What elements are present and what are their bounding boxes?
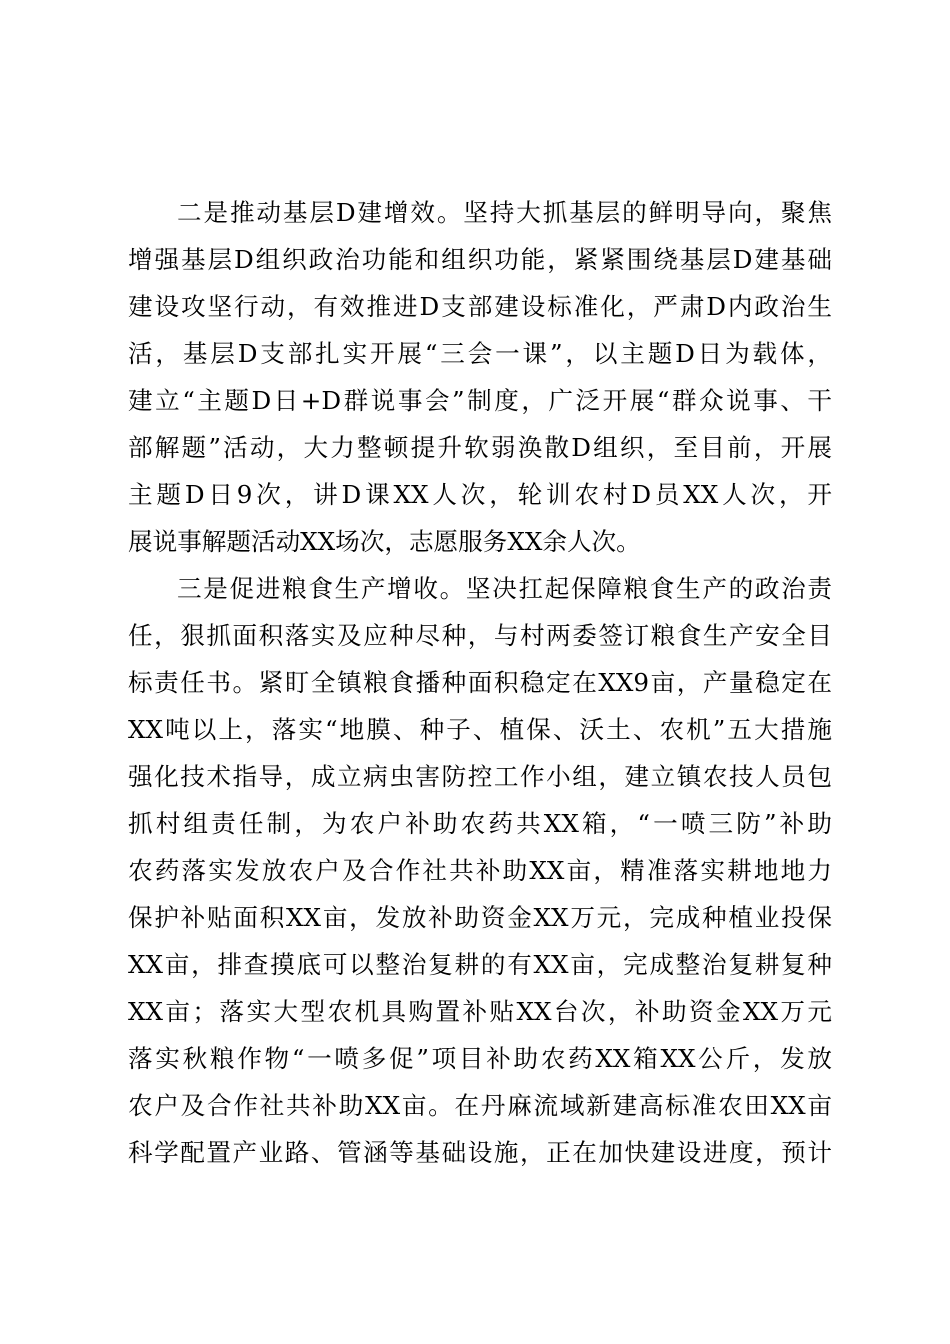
paragraph-line: 部解题”活动，大力整顿提升软弱涣散D组织，至目前，开展 (128, 433, 832, 462)
paragraph-line: 主题D日9次，讲D课XX人次，轮训农村D员XX人次，开 (128, 480, 832, 509)
paragraph-line: 农户及合作社共补助XX亩。在丹麻流域新建高标准农田XX亩 (128, 1091, 832, 1120)
paragraph-line: 三是促进粮食生产增收。坚决扛起保障粮食生产的政治责 (177, 574, 832, 603)
paragraph-line: 建立“主题D日+D群说事会”制度，广泛开展“群众说事、干 (128, 386, 832, 415)
paragraph-line: 农药落实发放农户及合作社共补助XX亩，精准落实耕地地力 (128, 856, 832, 885)
paragraph-line: 标责任书。紧盯全镇粮食播种面积稳定在XX9亩，产量稳定在 (128, 668, 832, 697)
paragraph-line: 增强基层D组织政治功能和组织功能，紧紧围绕基层D建基础 (128, 245, 832, 274)
paragraph-line: 展说事解题活动XX场次，志愿服务XX余人次。 (128, 527, 641, 556)
paragraph-line: 保护补贴面积XX亩，发放补助资金XX万元，完成种植业投保 (128, 903, 832, 932)
paragraph-line: 建设攻坚行动，有效推进D支部建设标准化，严肃D内政治生 (128, 292, 832, 321)
paragraph-line: XX吨以上，落实“地膜、种子、植保、沃土、农机”五大措施 (128, 715, 832, 744)
paragraph-line: 活，基层D支部扎实开展“三会一课”，以主题D日为载体， (128, 339, 832, 368)
paragraph-line: 落实秋粮作物“一喷多促”项目补助农药XX箱XX公斤，发放 (128, 1044, 832, 1073)
paragraph-party-building (128, 189, 832, 565)
paragraph-line: XX亩，排查摸底可以整治复耕的有XX亩，完成整治复耕复种 (128, 950, 832, 979)
document-body (128, 189, 832, 1176)
paragraph-grain-production (128, 565, 832, 1176)
paragraph-line: 二是推动基层D建增效。坚持大抓基层的鲜明导向，聚焦 (177, 198, 832, 227)
paragraph-line: 科学配置产业路、管涵等基础设施，正在加快建设进度，预计 (128, 1138, 832, 1167)
paragraph-line: 任，狠抓面积落实及应种尽种，与村两委签订粮食生产安全目 (128, 621, 832, 650)
paragraph-line: 抓村组责任制，为农户补助农药共XX箱，“一喷三防”补助 (128, 809, 832, 838)
paragraph-line: XX亩；落实大型农机具购置补贴XX台次，补助资金XX万元 (128, 997, 832, 1026)
paragraph-line: 强化技术指导，成立病虫害防控工作小组，建立镇农技人员包 (128, 762, 832, 791)
